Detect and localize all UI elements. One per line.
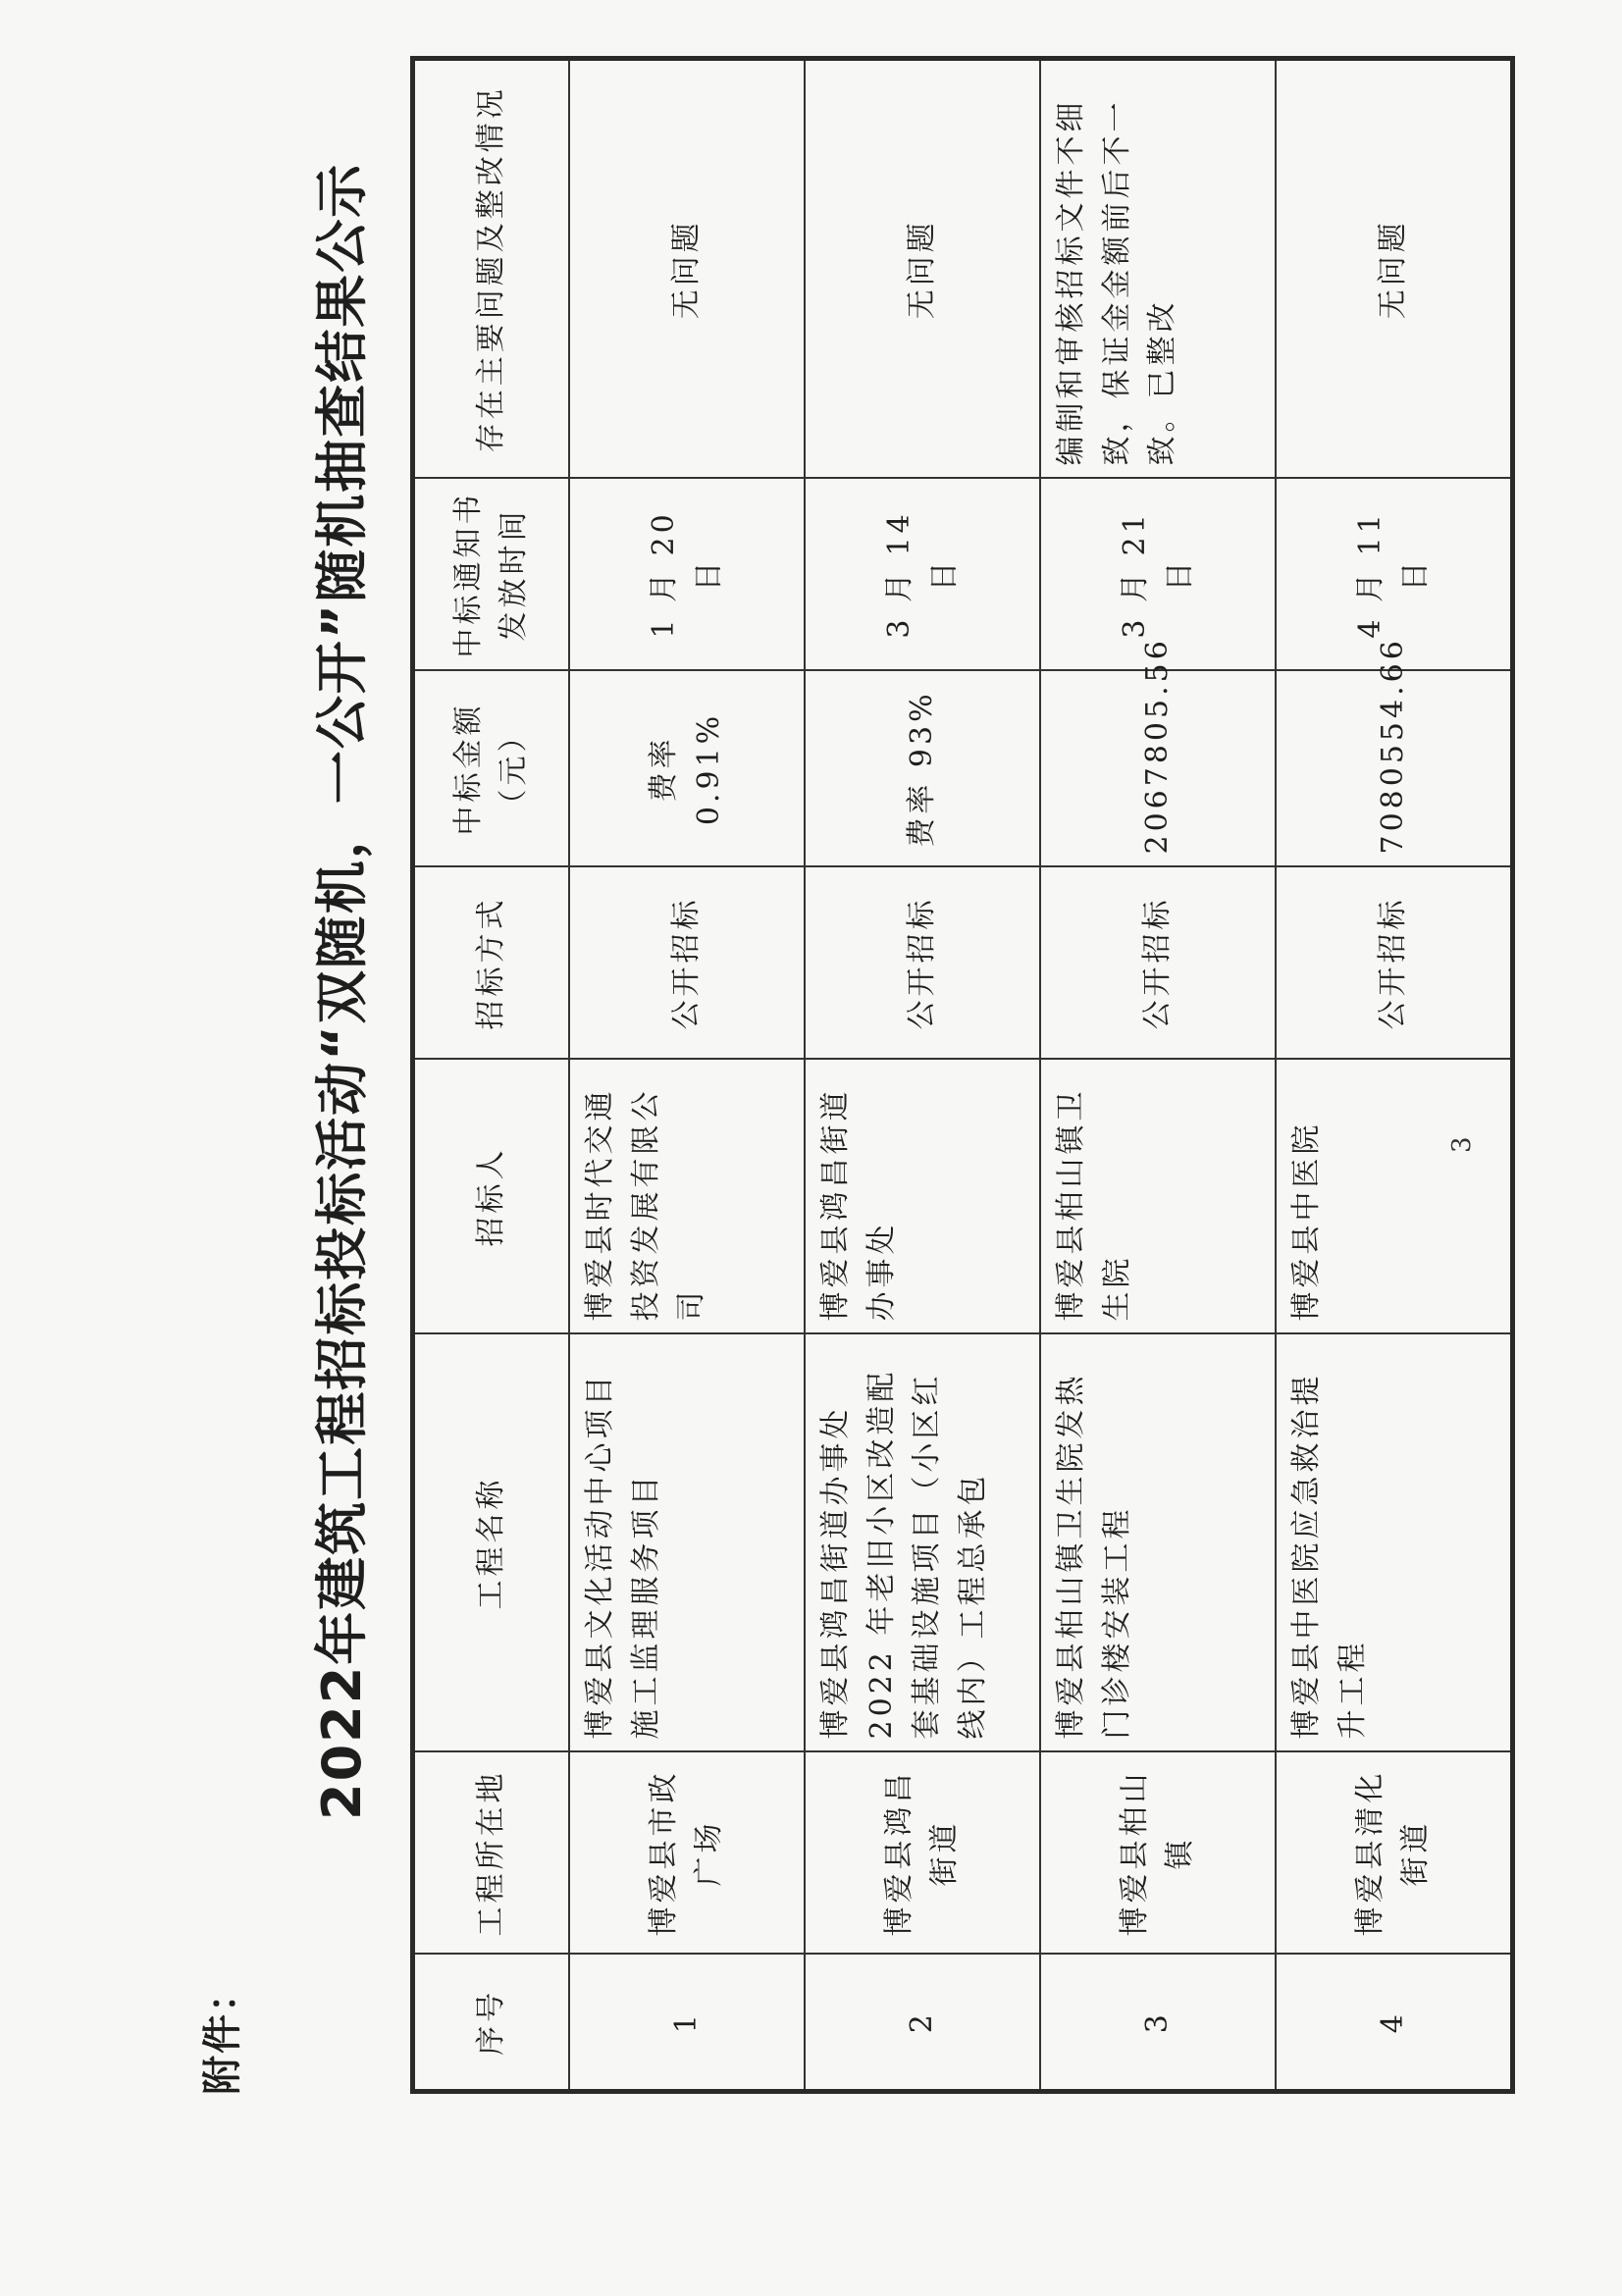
cell-no: 1 — [569, 1955, 805, 2092]
cell-notice-date: 3 月 14 日 — [805, 479, 1040, 671]
cell-location: 博爱县鸿昌街道 — [805, 1752, 1040, 1955]
cell-method: 公开招标 — [805, 867, 1040, 1060]
cell-issues: 无问题 — [805, 59, 1040, 479]
cell-issues: 无问题 — [569, 59, 805, 479]
cell-amount: 2067805.56 — [1040, 671, 1276, 867]
cell-amount: 7080554.66 — [1276, 671, 1513, 867]
cell-tenderer: 博爱县柏山镇卫生院 — [1040, 1060, 1276, 1334]
cell-location: 博爱县清化街道 — [1276, 1752, 1513, 1955]
header-tenderer: 招标人 — [413, 1060, 570, 1334]
header-location: 工程所在地 — [413, 1752, 570, 1955]
table-row — [1040, 59, 1276, 2092]
cell-notice-date: 3 月 21 日 — [1040, 479, 1276, 671]
cell-notice-date: 1 月 20 日 — [569, 479, 805, 671]
cell-issues: 编制和审核招标文件不细致，保证金金额前后不一致。已整改 — [1040, 59, 1276, 479]
cell-tenderer: 博爱县中医院 — [1276, 1060, 1513, 1334]
cell-tenderer: 博爱县鸿昌街道办事处 — [805, 1060, 1040, 1334]
cell-method: 公开招标 — [569, 867, 805, 1060]
page-number: 3 — [1447, 1136, 1477, 1153]
header-amount: 中标金额（元） — [413, 671, 570, 867]
cell-notice-date: 4 月 11 日 — [1276, 479, 1513, 671]
cell-location: 博爱县市政广场 — [569, 1752, 805, 1955]
header-no: 序号 — [413, 1955, 570, 2092]
table-row — [1276, 59, 1513, 2092]
header-project: 工程名称 — [413, 1334, 570, 1752]
cell-project: 博爱县中医院应急救治提升工程 — [1276, 1334, 1513, 1752]
attachment-label: 附件： — [200, 1971, 245, 2095]
header-method: 招标方式 — [413, 867, 570, 1060]
table-header-row — [413, 59, 570, 2092]
table-row — [569, 59, 805, 2092]
cell-no: 3 — [1040, 1955, 1276, 2092]
cell-no: 4 — [1276, 1955, 1513, 2092]
cell-method: 公开招标 — [1276, 867, 1513, 1060]
cell-project: 博爱县鸿昌街道办事处 2022 年老旧小区改造配套基础设施项目（小区红线内）工程总承包 — [805, 1334, 1040, 1752]
results-table — [410, 56, 1515, 2094]
cell-project: 博爱县文化活动中心项目施工监理服务项目 — [569, 1334, 805, 1752]
header-issues: 存在主要问题及整改情况 — [413, 59, 570, 479]
header-notice-date: 中标通知书发放时间 — [413, 479, 570, 671]
cell-project: 博爱县柏山镇卫生院发热门诊楼安装工程 — [1040, 1334, 1276, 1752]
cell-amount: 费率 0.91% — [569, 671, 805, 867]
page-title: 2022年建筑工程招标投标活动“双随机，一公开”随机抽查结果公示 — [311, 162, 373, 1820]
cell-no: 2 — [805, 1955, 1040, 2092]
cell-location: 博爱县柏山镇 — [1040, 1752, 1276, 1955]
table-row — [805, 59, 1040, 2092]
cell-amount: 费率 93% — [805, 671, 1040, 867]
cell-issues: 无问题 — [1276, 59, 1513, 479]
cell-method: 公开招标 — [1040, 867, 1276, 1060]
cell-tenderer: 博爱县时代交通投资发展有限公司 — [569, 1060, 805, 1334]
